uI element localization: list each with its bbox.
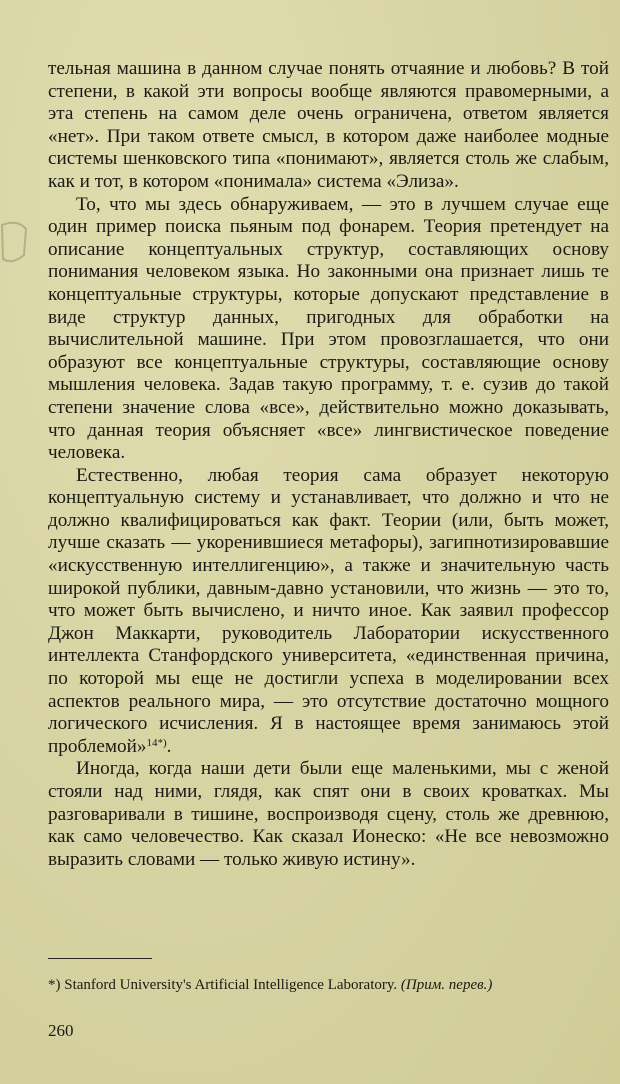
paragraph-3-text: Естественно, любая теория сама образует некоторую концептуальную систему и устанавливает, что должно и что не должно квалифицироваться как факт. Теории (или, быть может, лучше сказать — укоренившиеся метафоры), загипнотизировавшие «искусственную интеллигенцию», а также и значительную часть широкой публики, давным-давно установили, что жизнь — это то, что может быть вычислено, и ничто иное. Как заявил профессор Джон Маккарти, руководитель Лаборатории искусственного интеллекта Станфордского университета, «единственная причина, по которой мы еще не достигли успеха в моделировании всех аспектов реального мира, — это отсутствие достаточно мощного логического исчисления. Я в настоящее время занимаюсь этой проблемой» (48, 464, 609, 757)
paragraph-3: Естественно, любая теория сама образует некоторую концептуальную систему и устанавливает, что должно и что не должно квалифицироваться как факт. Теории (или, быть может, лучше сказать — укоренившиеся метафоры), загипнотизировавшие «искусственную интеллигенцию», а также и значительную часть широкой публики, давным-давно установили, что жизнь — это то, что может быть вычислено, и ничто иное. Как заявил профессор Джон Маккарти, руководитель Лаборатории искусственного интеллекта Станфордского университета, «единственная причина, по которой мы еще не достигли успеха в моделировании всех аспектов реального мира, — это отсутствие достаточно мощного логического исчисления. Я в настоящее время занимаюсь этой проблемой»$^{14*)}$. (48, 464, 609, 757)
paragraph-4: Иногда, когда наши дети были еще маленькими, мы с женой стояли над ними, глядя, как спят они в своих кроватках. Мы разговаривали в тишине, воспроизводя сцену, столь же древнюю, как само человечество. Как сказал Ионеско: «Не все невозможно выразить словами — только живую истину». (48, 758, 609, 870)
page-body-text (48, 58, 609, 871)
footnote-reference: 14*) (146, 736, 167, 749)
page-number: 260 (48, 1021, 74, 1040)
paragraph-1: тельная машина в данном случае понять отчаяние и любовь? В той степени, в какой эти вопросы вообще являются правомерными, а эта степень на самом деле очень ограничена, ответом является «нет». При таком ответе смысл, в котором даже наиболее модные системы шенковского типа «понимают», является столь же слабым, как и тот, в котором «понимала» система «Элиза». (48, 58, 609, 192)
footnote-note-label: (Прим. перев.) (400, 977, 493, 993)
footnote (48, 975, 609, 995)
footnote-marker: *) (48, 977, 61, 993)
paragraph-2: То, что мы здесь обнаруживаем, — это в лучшем случае еще один пример поиска пьяным под фонарем. Теория претендует на описание концептуальных структур, составляющих основу понимания человеком языка. Но законными она признает лишь те концептуальные структуры, которые допускают представление в виде структур данных, пригодных для обработки на вычислительной машине. При этом провозглашается, что они образуют все концептуальные структуры, составляющие основу мышления человека. Задав такую программу, т. е. сузив до такой степени значение слова «все», действительно можно доказывать, что данная теория объясняет «все» лингвистическое поведение человека. (48, 193, 609, 464)
footnote-text: Stanford University's Artificial Intelligence Laboratory. (64, 977, 398, 993)
footnote-divider (48, 958, 152, 959)
scan-smudge-mark (0, 215, 30, 270)
